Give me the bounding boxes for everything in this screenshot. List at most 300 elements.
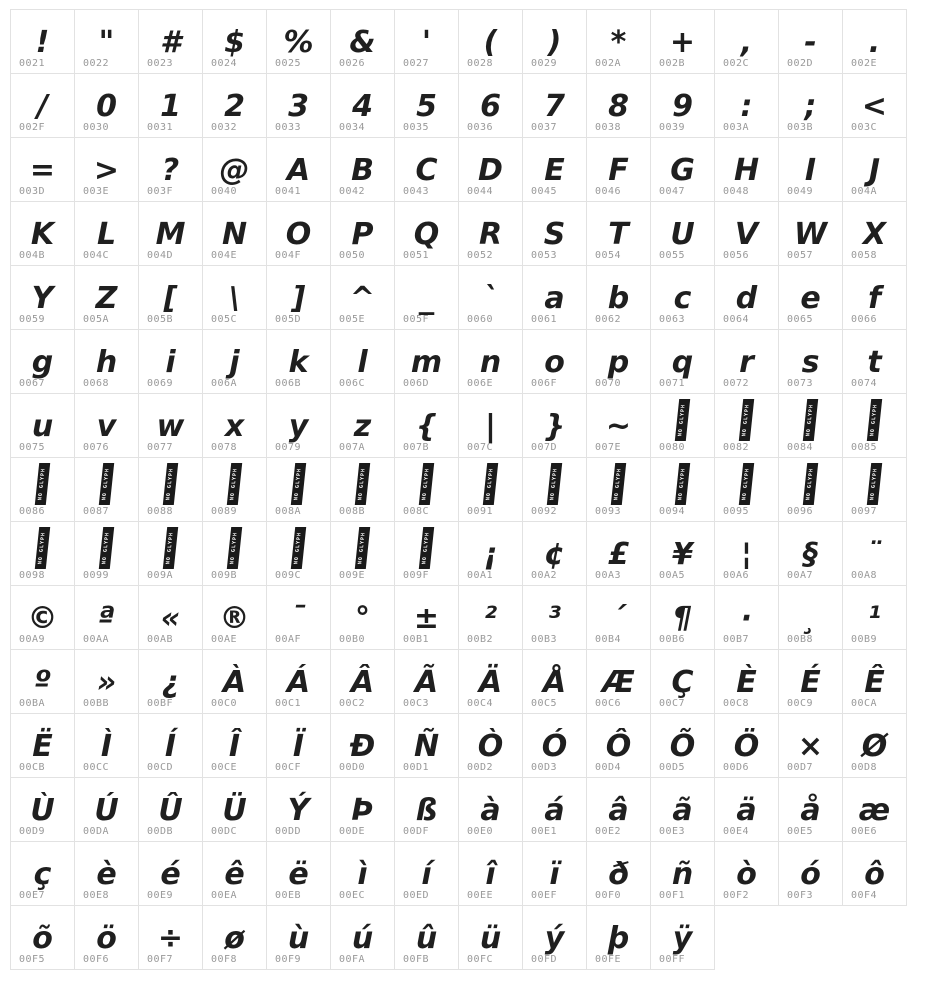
- codepoint-label: 0062: [595, 314, 622, 325]
- noglyph-bar-icon: [739, 399, 754, 441]
- glyph-cell: [842, 521, 907, 586]
- glyph-char: 5: [416, 89, 437, 124]
- glyph-char: R: [478, 217, 503, 252]
- codepoint-label: 0023: [147, 58, 174, 69]
- glyph-cell: [10, 201, 75, 266]
- glyph-cell: [10, 521, 75, 586]
- glyph-cell: [458, 713, 523, 778]
- glyph-char: *: [610, 25, 627, 60]
- glyph-cell: [10, 137, 75, 202]
- noglyph-label: NO GLYPH: [677, 403, 687, 437]
- glyph-char: ÿ: [672, 921, 693, 956]
- glyph-char: Å: [542, 665, 567, 700]
- codepoint-label: 00C5: [531, 698, 558, 709]
- glyph-char: Q: [413, 217, 440, 252]
- codepoint-label: 00CB: [19, 762, 46, 773]
- glyph-cell: [10, 9, 75, 74]
- glyph-row: [10, 329, 920, 394]
- glyph-cell: [202, 841, 267, 906]
- codepoint-label: 00E2: [595, 826, 622, 837]
- glyph-cell: [650, 73, 715, 138]
- codepoint-label: 0029: [531, 58, 558, 69]
- glyph-cell: [778, 649, 843, 714]
- glyph-cell: [650, 393, 715, 458]
- glyph-cell: [394, 265, 459, 330]
- glyph-char: 2: [224, 89, 245, 124]
- codepoint-label: 00F3: [787, 890, 814, 901]
- noglyph-bar-icon: [35, 463, 50, 505]
- glyph-cell: [778, 9, 843, 74]
- codepoint-label: 003A: [723, 122, 750, 133]
- codepoint-label: 007B: [403, 442, 430, 453]
- glyph-cell: [202, 9, 267, 74]
- codepoint-label: 007C: [467, 442, 494, 453]
- glyph-char: à: [480, 793, 501, 828]
- glyph-char: s: [801, 345, 820, 380]
- codepoint-label: 00E1: [531, 826, 558, 837]
- glyph-cell: [266, 265, 331, 330]
- glyph-cell: [74, 649, 139, 714]
- glyph-cell: [10, 713, 75, 778]
- glyph-char: ö: [96, 921, 117, 956]
- codepoint-label: 00DB: [147, 826, 174, 837]
- codepoint-label: 00D6: [723, 762, 750, 773]
- glyph-cell: [714, 713, 779, 778]
- glyph-char: ð: [608, 857, 629, 892]
- glyph-cell: [458, 201, 523, 266]
- noglyph-placeholder: [589, 460, 648, 506]
- glyph-char: ·: [740, 601, 753, 636]
- noglyph-placeholder: [13, 524, 72, 570]
- glyph-char: [: [163, 281, 178, 316]
- codepoint-label: 0053: [531, 250, 558, 261]
- codepoint-label: 00A9: [19, 634, 46, 645]
- codepoint-label: 0078: [211, 442, 238, 453]
- glyph-cell: [394, 649, 459, 714]
- codepoint-label: 0068: [83, 378, 110, 389]
- glyph-char: ²: [483, 601, 498, 636]
- codepoint-label: 00DF: [403, 826, 430, 837]
- codepoint-label: 00A7: [787, 570, 814, 581]
- glyph-cell: [458, 521, 523, 586]
- noglyph-label: NO GLYPH: [549, 467, 559, 501]
- glyph-char: å: [800, 793, 821, 828]
- noglyph-label: NO GLYPH: [805, 403, 815, 437]
- glyph-cell: [266, 905, 331, 970]
- codepoint-label: 0041: [275, 186, 302, 197]
- codepoint-label: 00C9: [787, 698, 814, 709]
- codepoint-label: 00D9: [19, 826, 46, 837]
- codepoint-label: 0025: [275, 58, 302, 69]
- codepoint-label: 0039: [659, 122, 686, 133]
- glyph-cell: [522, 841, 587, 906]
- glyph-cell: [330, 137, 395, 202]
- noglyph-bar-icon: [355, 527, 370, 569]
- codepoint-label: 0034: [339, 122, 366, 133]
- glyph-cell: [586, 137, 651, 202]
- glyph-cell: [266, 841, 331, 906]
- glyph-char: ©: [27, 601, 58, 636]
- glyph-char: ü: [479, 921, 502, 956]
- codepoint-label: 00CE: [211, 762, 238, 773]
- noglyph-bar-icon: [163, 527, 178, 569]
- glyph-char: 0: [96, 89, 117, 124]
- noglyph-label: NO GLYPH: [869, 403, 879, 437]
- noglyph-label: NO GLYPH: [165, 467, 175, 501]
- glyph-char: !: [35, 25, 50, 60]
- noglyph-placeholder: [13, 460, 72, 506]
- glyph-cell: [714, 265, 779, 330]
- noglyph-label: NO GLYPH: [229, 467, 239, 501]
- codepoint-label: 0087: [83, 506, 110, 517]
- glyph-char: ù: [287, 921, 310, 956]
- glyph-cell: [714, 393, 779, 458]
- glyph-char: I: [804, 153, 817, 188]
- codepoint-label: 004C: [83, 250, 110, 261]
- glyph-cell: [586, 265, 651, 330]
- codepoint-label: 00B0: [339, 634, 366, 645]
- glyph-char: b: [607, 281, 630, 316]
- glyph-char: É: [800, 665, 821, 700]
- glyph-char: ç: [33, 857, 52, 892]
- codepoint-label: 002F: [19, 122, 46, 133]
- codepoint-label: 00C8: [723, 698, 750, 709]
- codepoint-label: 006A: [211, 378, 238, 389]
- noglyph-placeholder: [77, 524, 136, 570]
- codepoint-label: 00E0: [467, 826, 494, 837]
- glyph-cell: [202, 265, 267, 330]
- codepoint-label: 0069: [147, 378, 174, 389]
- glyph-char: ´: [611, 601, 626, 636]
- glyph-char: p: [607, 345, 630, 380]
- codepoint-label: 0073: [787, 378, 814, 389]
- codepoint-label: 00F2: [723, 890, 750, 901]
- noglyph-placeholder: [653, 396, 712, 442]
- glyph-cell: [74, 265, 139, 330]
- noglyph-label: NO GLYPH: [421, 531, 431, 565]
- glyph-cell: [138, 777, 203, 842]
- noglyph-label: NO GLYPH: [485, 467, 495, 501]
- glyph-char: ×: [797, 729, 824, 764]
- glyph-char: H: [733, 153, 760, 188]
- codepoint-label: 004E: [211, 250, 238, 261]
- glyph-char: %: [283, 25, 314, 60]
- codepoint-label: 0061: [531, 314, 558, 325]
- glyph-char: z: [353, 409, 372, 444]
- codepoint-label: 0056: [723, 250, 750, 261]
- glyph-char: .: [868, 25, 881, 60]
- glyph-cell: [10, 73, 75, 138]
- codepoint-label: 00D0: [339, 762, 366, 773]
- glyph-cell: [202, 713, 267, 778]
- codepoint-label: 0084: [787, 442, 814, 453]
- glyph-char: ø: [224, 921, 245, 956]
- glyph-grid: [10, 9, 920, 970]
- codepoint-label: 0035: [403, 122, 430, 133]
- codepoint-label: 00C3: [403, 698, 430, 709]
- glyph-cell: [714, 521, 779, 586]
- codepoint-label: 00D8: [851, 762, 878, 773]
- codepoint-label: 0043: [403, 186, 430, 197]
- glyph-cell: [138, 521, 203, 586]
- glyph-char: Ì: [100, 729, 113, 764]
- glyph-char: B: [351, 153, 374, 188]
- glyph-cell: [74, 777, 139, 842]
- noglyph-label: NO GLYPH: [357, 467, 367, 501]
- glyph-cell: [714, 457, 779, 522]
- glyph-row: [10, 9, 920, 74]
- noglyph-placeholder: [397, 524, 456, 570]
- glyph-cell: [266, 9, 331, 74]
- glyph-cell: [330, 713, 395, 778]
- noglyph-label: NO GLYPH: [805, 467, 815, 501]
- codepoint-label: 00FC: [467, 954, 494, 965]
- noglyph-bar-icon: [227, 463, 242, 505]
- noglyph-bar-icon: [867, 463, 882, 505]
- glyph-cell: [394, 585, 459, 650]
- glyph-char: w: [156, 409, 185, 444]
- glyph-char: Ü: [222, 793, 247, 828]
- glyph-char: Ñ: [413, 729, 440, 764]
- codepoint-label: 00E8: [83, 890, 110, 901]
- codepoint-label: 004F: [275, 250, 302, 261]
- glyph-cell: [778, 457, 843, 522]
- glyph-row: [10, 393, 920, 458]
- codepoint-label: 008A: [275, 506, 302, 517]
- codepoint-label: 002B: [659, 58, 686, 69]
- glyph-cell: [458, 9, 523, 74]
- codepoint-label: 009F: [403, 570, 430, 581]
- noglyph-placeholder: [205, 524, 264, 570]
- glyph-char: ¡: [483, 537, 498, 572]
- codepoint-label: 00FD: [531, 954, 558, 965]
- glyph-row: [10, 457, 920, 522]
- glyph-cell: [522, 329, 587, 394]
- glyph-row: [10, 73, 920, 138]
- codepoint-label: 0095: [723, 506, 750, 517]
- glyph-cell: [394, 9, 459, 74]
- codepoint-label: 0067: [19, 378, 46, 389]
- noglyph-bar-icon: [35, 527, 50, 569]
- codepoint-label: 009C: [275, 570, 302, 581]
- codepoint-label: 003C: [851, 122, 878, 133]
- codepoint-label: 0030: [83, 122, 110, 133]
- glyph-char: |: [485, 409, 496, 444]
- codepoint-label: 00DE: [339, 826, 366, 837]
- codepoint-label: 00C0: [211, 698, 238, 709]
- glyph-cell: [458, 329, 523, 394]
- glyph-char: â: [608, 793, 629, 828]
- codepoint-label: 0048: [723, 186, 750, 197]
- codepoint-label: 0033: [275, 122, 302, 133]
- noglyph-placeholder: [141, 460, 200, 506]
- glyph-cell: [10, 393, 75, 458]
- noglyph-bar-icon: [483, 463, 498, 505]
- glyph-char: V: [734, 217, 759, 252]
- glyph-cell: [202, 73, 267, 138]
- noglyph-placeholder: [141, 524, 200, 570]
- codepoint-label: 00D5: [659, 762, 686, 773]
- codepoint-label: 0065: [787, 314, 814, 325]
- codepoint-label: 0060: [467, 314, 494, 325]
- glyph-cell: [10, 905, 75, 970]
- glyph-cell: [458, 137, 523, 202]
- codepoint-label: 0072: [723, 378, 750, 389]
- glyph-cell: [586, 73, 651, 138]
- glyph-cell: [458, 265, 523, 330]
- codepoint-label: 0032: [211, 122, 238, 133]
- glyph-row: [10, 585, 920, 650]
- codepoint-label: 00CD: [147, 762, 174, 773]
- glyph-cell: [714, 777, 779, 842]
- glyph-char: /: [37, 89, 48, 124]
- glyph-char: ý: [544, 921, 565, 956]
- glyph-char: ¢: [544, 537, 565, 572]
- codepoint-label: 00F5: [19, 954, 46, 965]
- glyph-cell: [650, 841, 715, 906]
- codepoint-label: 00E5: [787, 826, 814, 837]
- noglyph-bar-icon: [803, 399, 818, 441]
- glyph-cell: [650, 585, 715, 650]
- glyph-char: ¿: [161, 665, 180, 700]
- glyph-char: 8: [608, 89, 629, 124]
- glyph-char: °: [355, 601, 370, 636]
- glyph-char: þ: [607, 921, 630, 956]
- glyph-char: X: [862, 217, 887, 252]
- codepoint-label: 0059: [19, 314, 46, 325]
- glyph-cell: [138, 585, 203, 650]
- glyph-row: [10, 521, 920, 586]
- glyph-char: q: [671, 345, 694, 380]
- glyph-char: ®: [219, 601, 250, 636]
- codepoint-label: 006E: [467, 378, 494, 389]
- glyph-char: -: [804, 25, 817, 60]
- glyph-char: <: [861, 89, 888, 124]
- glyph-cell: [10, 265, 75, 330]
- codepoint-label: 00EA: [211, 890, 238, 901]
- glyph-char: h: [95, 345, 118, 380]
- noglyph-placeholder: [845, 396, 904, 442]
- glyph-cell: [522, 9, 587, 74]
- glyph-cell: [842, 713, 907, 778]
- codepoint-label: 0071: [659, 378, 686, 389]
- glyph-char: =: [29, 153, 56, 188]
- codepoint-label: 0028: [467, 58, 494, 69]
- glyph-char: ?: [161, 153, 180, 188]
- glyph-cell: [330, 457, 395, 522]
- glyph-char: #: [160, 25, 181, 60]
- glyph-cell: [842, 265, 907, 330]
- glyph-char: Û: [158, 793, 183, 828]
- glyph-cell: [714, 9, 779, 74]
- codepoint-label: 00AF: [275, 634, 302, 645]
- glyph-cell: [650, 521, 715, 586]
- codepoint-label: 00ED: [403, 890, 430, 901]
- noglyph-bar-icon: [675, 463, 690, 505]
- glyph-cell: [650, 713, 715, 778]
- codepoint-label: 0037: [531, 122, 558, 133]
- codepoint-label: 00D4: [595, 762, 622, 773]
- glyph-char: ¶: [672, 601, 693, 636]
- codepoint-label: 0050: [339, 250, 366, 261]
- codepoint-label: 003B: [787, 122, 814, 133]
- glyph-char: >: [93, 153, 120, 188]
- noglyph-label: NO GLYPH: [293, 467, 303, 501]
- codepoint-label: 00AA: [83, 634, 110, 645]
- glyph-cell: [266, 777, 331, 842]
- codepoint-label: 009E: [339, 570, 366, 581]
- codepoint-label: 00B7: [723, 634, 750, 645]
- noglyph-placeholder: [461, 460, 520, 506]
- codepoint-label: 0076: [83, 442, 110, 453]
- glyph-cell: [714, 329, 779, 394]
- codepoint-label: 005D: [275, 314, 302, 325]
- glyph-char: ]: [291, 281, 306, 316]
- glyph-char: è: [96, 857, 117, 892]
- codepoint-label: 00F0: [595, 890, 622, 901]
- glyph-cell: [714, 137, 779, 202]
- codepoint-label: 00BB: [83, 698, 110, 709]
- glyph-cell: [74, 9, 139, 74]
- codepoint-label: 00CC: [83, 762, 110, 773]
- noglyph-placeholder: [269, 524, 328, 570]
- glyph-cell: [714, 649, 779, 714]
- glyph-cell: [522, 649, 587, 714]
- glyph-char: £: [608, 537, 629, 572]
- codepoint-label: 00E6: [851, 826, 878, 837]
- codepoint-label: 0046: [595, 186, 622, 197]
- glyph-char: «: [160, 601, 181, 636]
- glyph-cell: [522, 265, 587, 330]
- glyph-char: ": [98, 25, 115, 60]
- codepoint-label: 0074: [851, 378, 878, 389]
- glyph-cell: [842, 329, 907, 394]
- codepoint-label: 00DA: [83, 826, 110, 837]
- glyph-char: M: [155, 217, 186, 252]
- glyph-cell: [330, 201, 395, 266]
- codepoint-label: 00F9: [275, 954, 302, 965]
- glyph-char: E: [544, 153, 565, 188]
- glyph-char: Ù: [30, 793, 55, 828]
- glyph-char: `: [483, 281, 498, 316]
- glyph-cell: [330, 265, 395, 330]
- glyph-cell: [458, 393, 523, 458]
- glyph-char: j: [229, 345, 240, 380]
- noglyph-placeholder: [525, 460, 584, 506]
- glyph-cell: [778, 201, 843, 266]
- codepoint-label: 00EC: [339, 890, 366, 901]
- codepoint-label: 00AE: [211, 634, 238, 645]
- glyph-char: e: [800, 281, 821, 316]
- glyph-cell: [842, 457, 907, 522]
- codepoint-label: 007E: [595, 442, 622, 453]
- glyph-cell: [330, 905, 395, 970]
- codepoint-label: 005A: [83, 314, 110, 325]
- glyph-cell: [330, 649, 395, 714]
- noglyph-bar-icon: [803, 463, 818, 505]
- glyph-cell: [266, 649, 331, 714]
- glyph-cell: [202, 457, 267, 522]
- glyph-cell: [714, 841, 779, 906]
- codepoint-label: 0022: [83, 58, 110, 69]
- codepoint-label: 005B: [147, 314, 174, 325]
- noglyph-placeholder: [717, 396, 776, 442]
- codepoint-label: 0082: [723, 442, 750, 453]
- codepoint-label: 002D: [787, 58, 814, 69]
- glyph-cell: [74, 393, 139, 458]
- glyph-char: Í: [164, 729, 177, 764]
- codepoint-label: 00D2: [467, 762, 494, 773]
